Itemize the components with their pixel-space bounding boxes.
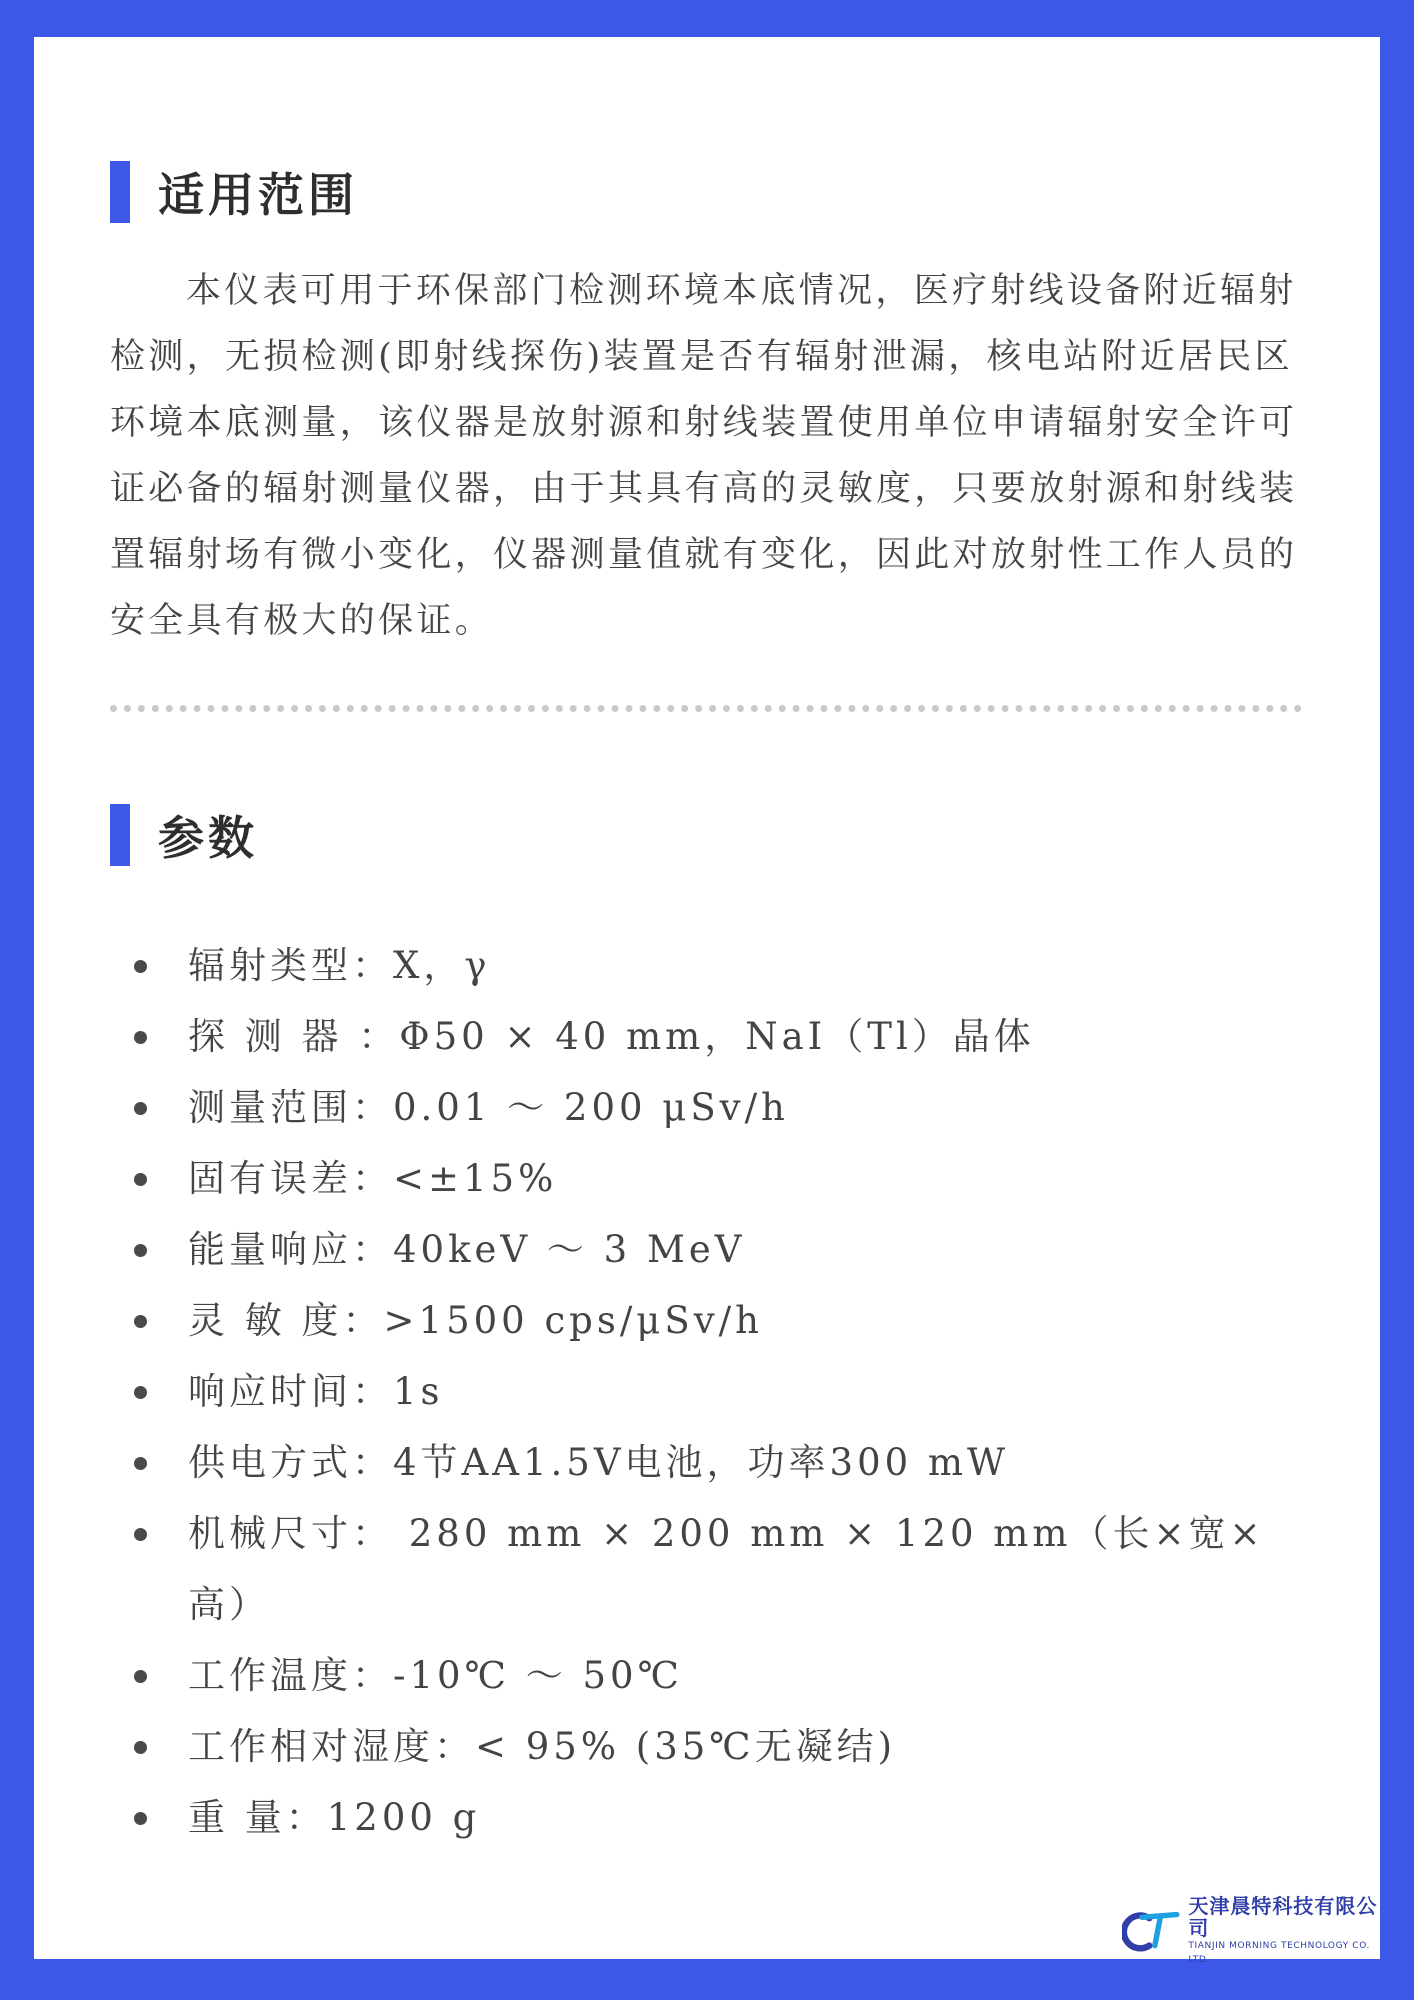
parameter-text: 重 量：1200 g [188, 1796, 481, 1839]
company-name-en: TIANJIN MORNING TECHNOLOGY CO. LTD. [1188, 1941, 1370, 1965]
parameter-text: 机械尺寸： 280 mm × 200 mm × 120 mm（长×宽×高） [188, 1512, 1265, 1626]
parameter-item [134, 1001, 1334, 1072]
parameter-item [134, 1356, 1334, 1427]
parameter-text: 工作温度：-10℃ ～ 50℃ [188, 1654, 683, 1697]
company-logo-mark-icon [1122, 1907, 1180, 1955]
dotted-divider [110, 705, 1302, 712]
scope-heading [110, 161, 358, 223]
parameter-item [134, 1285, 1334, 1356]
parameter-item [134, 1711, 1334, 1782]
parameter-text: 灵 敏 度：>1500 cps/μSv/h [188, 1299, 763, 1342]
parameter-item [134, 1072, 1334, 1143]
parameter-item [134, 1498, 1334, 1640]
bullet-icon [134, 1812, 147, 1825]
parameter-text: 响应时间：1s [188, 1370, 444, 1413]
bullet-icon [134, 1457, 147, 1470]
bullet-icon [134, 1102, 147, 1115]
scope-paragraph: 本仪表可用于环保部门检测环境本底情况，医疗射线设备附近辐射检测，无损检测(即射线探伤)装置是否有辐射泄漏，核电站附近居民区环境本底测量，该仪器是放射源和射线装置使用单位申请辐射安全许可证必备的辐射测量仪器，由于其具有高的灵敏度，只要放射源和射线装置辐射场有微小变化，仪器测量值就有变化，因此对放射性工作人员的安全具有极大的保证。 [110, 271, 1298, 641]
parameter-item [134, 1214, 1334, 1285]
company-name-cn: 天津晨特科技有限公司 [1188, 1894, 1378, 1940]
parameter-text: 工作相对湿度：< 95% (35℃无凝结) [188, 1725, 897, 1768]
parameter-text: 能量响应：40keV ～ 3 MeV [188, 1228, 746, 1271]
parameter-text: 探 测 器 ：Φ50 × 40 mm，NaI（Tl）晶体 [188, 1015, 1035, 1058]
parameter-item [134, 1782, 1334, 1853]
parameter-item [134, 1427, 1334, 1498]
parameter-item [134, 930, 1334, 1001]
document-page [34, 37, 1380, 1965]
bullet-icon [134, 1315, 147, 1328]
bullet-icon [134, 1244, 147, 1257]
bullet-icon [134, 960, 147, 973]
parameter-text: 测量范围：0.01 ～ 200 μSv/h [188, 1086, 789, 1129]
bullet-icon [134, 1741, 147, 1754]
parameter-text: 固有误差：<±15% [188, 1157, 558, 1200]
heading-accent-bar [110, 804, 130, 866]
bullet-icon [134, 1386, 147, 1399]
parameter-item [134, 1640, 1334, 1711]
parameter-text: 辐射类型：X，γ [188, 944, 491, 987]
params-title: 参数 [158, 811, 258, 865]
bullet-icon [134, 1528, 147, 1541]
scope-title: 适用范围 [158, 168, 358, 222]
heading-accent-bar [110, 161, 130, 223]
company-logo [1122, 1895, 1380, 1967]
bullet-icon [134, 1670, 147, 1683]
parameter-text: 供电方式：4节AA1.5V电池，功率300 mW [188, 1441, 1010, 1484]
parameter-list [134, 930, 1334, 1853]
parameter-item [134, 1143, 1334, 1214]
params-heading [110, 804, 258, 866]
bullet-icon [134, 1031, 147, 1044]
bullet-icon [134, 1173, 147, 1186]
